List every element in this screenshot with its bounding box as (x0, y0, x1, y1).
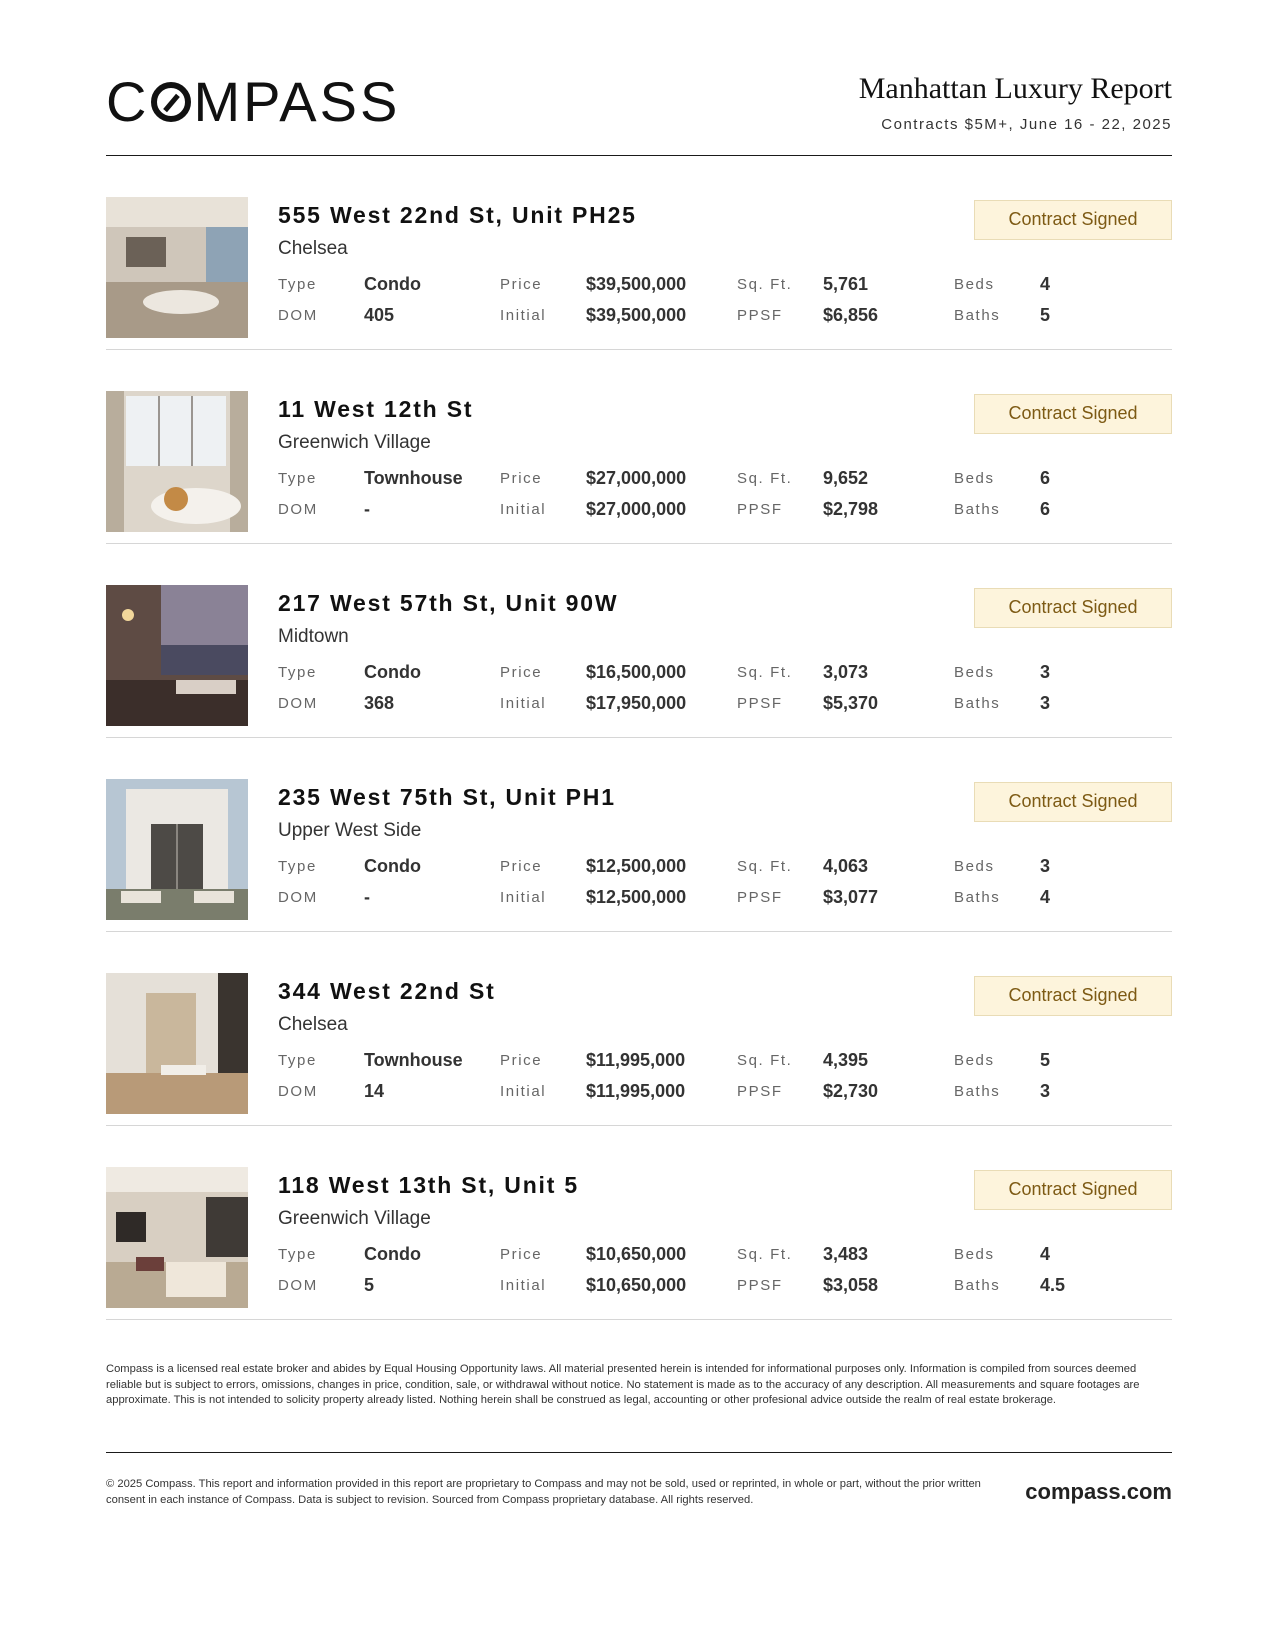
type-label: Type (278, 1052, 317, 1069)
report-header (106, 0, 1172, 156)
price-label: Price (500, 664, 543, 681)
ppsf-value: $5,370 (823, 693, 879, 713)
baths-label: Baths (954, 1277, 1001, 1294)
listing-address[interactable]: 11 West 12th St (278, 396, 474, 422)
type-label: Type (278, 1246, 317, 1263)
beds-value: 5 (1040, 1050, 1051, 1070)
listing-photo (106, 585, 248, 726)
status-badge: Contract Signed (974, 588, 1172, 628)
type-label: Type (278, 470, 317, 487)
dom-value: 14 (364, 1081, 385, 1101)
sqft-label: Sq. Ft. (737, 1246, 793, 1263)
listing-neighborhood: Midtown (278, 626, 349, 647)
baths-label: Baths (954, 695, 1001, 712)
initial-label: Initial (500, 1083, 547, 1100)
dom-label: DOM (278, 889, 318, 906)
website-link[interactable]: compass.com (1025, 1479, 1172, 1504)
listing-neighborhood: Chelsea (278, 238, 348, 259)
listing-row (106, 932, 1172, 1126)
sqft-value: 3,073 (823, 662, 869, 682)
beds-value: 6 (1040, 468, 1051, 488)
price-value: $12,500,000 (586, 856, 687, 876)
initial-label: Initial (500, 307, 547, 324)
baths-label: Baths (954, 1083, 1001, 1100)
sqft-label: Sq. Ft. (737, 470, 793, 487)
price-label: Price (500, 470, 543, 487)
listing-row (106, 156, 1172, 350)
initial-value: $17,950,000 (586, 693, 687, 713)
beds-value: 3 (1040, 662, 1051, 682)
listing-photo (106, 1167, 248, 1308)
beds-label: Beds (954, 664, 995, 681)
ppsf-value: $3,058 (823, 1275, 879, 1295)
listing-row (106, 350, 1172, 544)
listing-photo (106, 197, 248, 338)
baths-value: 6 (1040, 499, 1051, 519)
dom-value: - (364, 499, 370, 519)
listing-row (106, 738, 1172, 932)
ppsf-label: PPSF (737, 501, 783, 518)
ppsf-value: $3,077 (823, 887, 879, 907)
dom-label: DOM (278, 307, 318, 324)
baths-value: 5 (1040, 305, 1051, 325)
price-label: Price (500, 858, 543, 875)
type-value: Condo (364, 274, 421, 294)
listing-row (106, 544, 1172, 738)
listing-address[interactable]: 344 West 22nd St (278, 978, 496, 1004)
report-page (106, 0, 1172, 1506)
status-badge: Contract Signed (974, 782, 1172, 822)
baths-value: 3 (1040, 1081, 1051, 1101)
ppsf-label: PPSF (737, 307, 783, 324)
listing-photo (106, 391, 248, 532)
sqft-label: Sq. Ft. (737, 1052, 793, 1069)
sqft-label: Sq. Ft. (737, 664, 793, 681)
beds-value: 4 (1040, 1244, 1051, 1264)
dom-label: DOM (278, 695, 318, 712)
ppsf-label: PPSF (737, 695, 783, 712)
type-value: Condo (364, 856, 421, 876)
beds-label: Beds (954, 470, 995, 487)
initial-value: $10,650,000 (586, 1275, 687, 1295)
report-subtitle: Contracts $5M+, June 16 - 22, 2025 (881, 116, 1172, 133)
price-label: Price (500, 276, 543, 293)
type-value: Townhouse (364, 468, 463, 488)
dom-label: DOM (278, 501, 318, 518)
listing-neighborhood: Upper West Side (278, 820, 422, 841)
type-label: Type (278, 858, 317, 875)
ppsf-value: $2,798 (823, 499, 879, 519)
listing-address[interactable]: 217 West 57th St, Unit 90W (278, 590, 619, 616)
price-value: $27,000,000 (586, 468, 687, 488)
price-label: Price (500, 1052, 543, 1069)
sqft-value: 4,063 (823, 856, 869, 876)
report-title: Manhattan Luxury Report (858, 72, 1172, 105)
footer-divider (106, 1452, 1172, 1453)
beds-label: Beds (954, 276, 995, 293)
type-label: Type (278, 276, 317, 293)
type-label: Type (278, 664, 317, 681)
compass-o-icon (151, 82, 191, 122)
initial-label: Initial (500, 695, 547, 712)
ppsf-label: PPSF (737, 1277, 783, 1294)
sqft-value: 5,761 (823, 274, 869, 294)
baths-value: 4 (1040, 887, 1051, 907)
baths-label: Baths (954, 889, 1001, 906)
sqft-label: Sq. Ft. (737, 858, 793, 875)
ppsf-label: PPSF (737, 1083, 783, 1100)
listing-photo (106, 973, 248, 1114)
dom-label: DOM (278, 1083, 318, 1100)
price-value: $11,995,000 (586, 1050, 686, 1070)
initial-value: $27,000,000 (586, 499, 687, 519)
listing-photo (106, 779, 248, 920)
listing-neighborhood: Greenwich Village (278, 1208, 431, 1229)
dom-value: 368 (364, 693, 395, 713)
status-badge: Contract Signed (974, 200, 1172, 240)
initial-label: Initial (500, 889, 547, 906)
price-label: Price (500, 1246, 543, 1263)
ppsf-value: $2,730 (823, 1081, 879, 1101)
sqft-value: 4,395 (823, 1050, 869, 1070)
initial-value: $11,995,000 (586, 1081, 686, 1101)
listing-address[interactable]: 235 West 75th St, Unit PH1 (278, 784, 616, 810)
ppsf-value: $6,856 (823, 305, 879, 325)
baths-value: 3 (1040, 693, 1051, 713)
price-value: $10,650,000 (586, 1244, 687, 1264)
baths-label: Baths (954, 501, 1001, 518)
ppsf-label: PPSF (737, 889, 783, 906)
disclaimer-text: Compass is a licensed real estate broker and abides by Equal Housing Opportunity laws. All material presented herein is intended for informational purposes only. Information is compiled from sources deemed reliable but is subject to errors, omissions, changes in price, condition, sale, or withdrawal without notice. No statement is made as to the accuracy of any description. All measurements and square footages are approximate. This is not intended to solicity property already listed. Nothing herein shall be construed as legal, accounting or other profesional advice outside the realm of real estate brokerage. (106, 1363, 1140, 1406)
dom-value: - (364, 887, 370, 907)
price-value: $39,500,000 (586, 274, 687, 294)
compass-logo: C MPASS (106, 70, 401, 133)
beds-label: Beds (954, 1052, 995, 1069)
listing-address[interactable]: 118 West 13th St, Unit 5 (278, 1172, 579, 1198)
listing-row (106, 1126, 1172, 1320)
sqft-label: Sq. Ft. (737, 276, 793, 293)
type-value: Condo (364, 1244, 421, 1264)
dom-label: DOM (278, 1277, 318, 1294)
status-badge: Contract Signed (974, 394, 1172, 434)
listing-neighborhood: Chelsea (278, 1014, 348, 1035)
listing-neighborhood: Greenwich Village (278, 432, 431, 453)
baths-label: Baths (954, 307, 1001, 324)
price-value: $16,500,000 (586, 662, 687, 682)
status-badge: Contract Signed (974, 1170, 1172, 1210)
dom-value: 5 (364, 1275, 375, 1295)
beds-label: Beds (954, 1246, 995, 1263)
initial-value: $39,500,000 (586, 305, 687, 325)
type-value: Townhouse (364, 1050, 463, 1070)
beds-value: 3 (1040, 856, 1051, 876)
beds-value: 4 (1040, 274, 1051, 294)
initial-value: $12,500,000 (586, 887, 687, 907)
status-badge: Contract Signed (974, 976, 1172, 1016)
sqft-value: 3,483 (823, 1244, 869, 1264)
dom-value: 405 (364, 305, 395, 325)
initial-label: Initial (500, 501, 547, 518)
initial-label: Initial (500, 1277, 547, 1294)
baths-value: 4.5 (1040, 1275, 1066, 1295)
sqft-value: 9,652 (823, 468, 869, 488)
type-value: Condo (364, 662, 421, 682)
beds-label: Beds (954, 858, 995, 875)
listing-address[interactable]: 555 West 22nd St, Unit PH25 (278, 202, 637, 228)
copyright-text: © 2025 Compass. This report and information provided in this report are proprietary to Compass and may not be sold, used or reprinted, in whole or part, without the prior written consent in each instance of Compass. Data is subject to revision. Sourced from Compass proprietary database. All rights reserved. (106, 1478, 981, 1506)
